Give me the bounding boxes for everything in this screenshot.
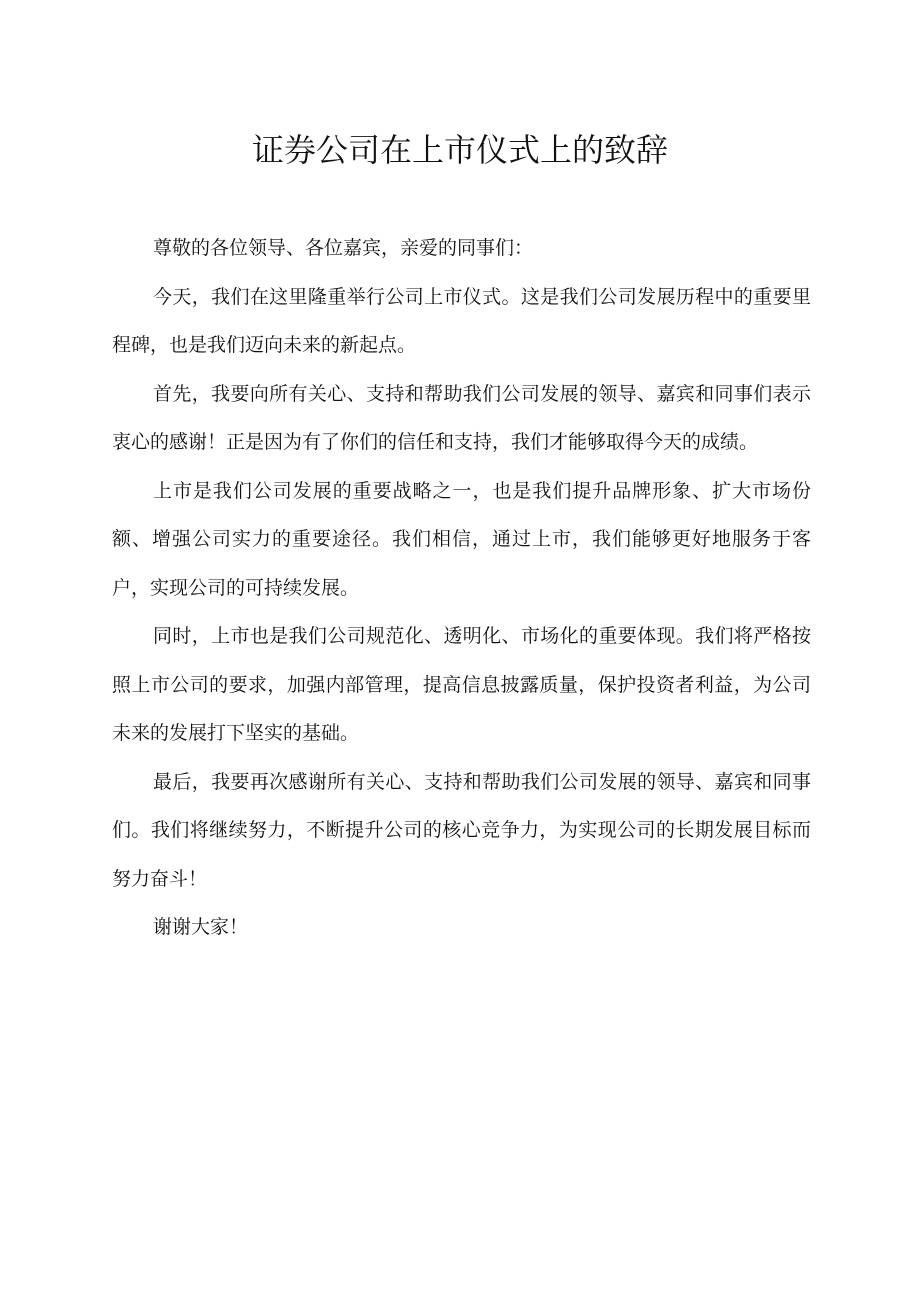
paragraph-closing: 最后，我要再次感谢所有关心、支持和帮助我们公司发展的领导、嘉宾和同事们。我们将继续努力，不断提升公司的核心竞争力，为实现公司的长期发展目标而努力奋斗！ — [112, 770, 811, 890]
paragraph-thanks: 首先，我要向所有关心、支持和帮助我们公司发展的领导、嘉宾和同事们表示衷心的感谢！正是因为有了你们的信任和支持，我们才能够取得今天的成绩。 — [112, 382, 811, 453]
paragraph-governance: 同时，上市也是我们公司规范化、透明化、市场化的重要体现。我们将严格按照上市公司的要求，加强内部管理，提高信息披露质量，保护投资者利益，为公司未来的发展打下坚实的基础。 — [112, 625, 811, 744]
paragraph-greeting: 尊敬的各位领导、各位嘉宾，亲爱的同事们： — [153, 237, 534, 259]
document-title: 证券公司在上市仪式上的致辞 — [251, 131, 668, 169]
paragraph-strategy: 上市是我们公司发展的重要战略之一，也是我们提升品牌形象、扩大市场份额、增强公司实力的重要途径。我们相信，通过上市，我们能够更好地服务于客户，实现公司的可持续发展。 — [112, 479, 811, 599]
paragraph-signoff: 谢谢大家！ — [153, 916, 249, 938]
speech-body — [112, 224, 811, 952]
paragraph-opening: 今天，我们在这里隆重举行公司上市仪式。这是我们公司发展历程中的重要里程碑，也是我们迈向未来的新起点。 — [112, 285, 811, 356]
